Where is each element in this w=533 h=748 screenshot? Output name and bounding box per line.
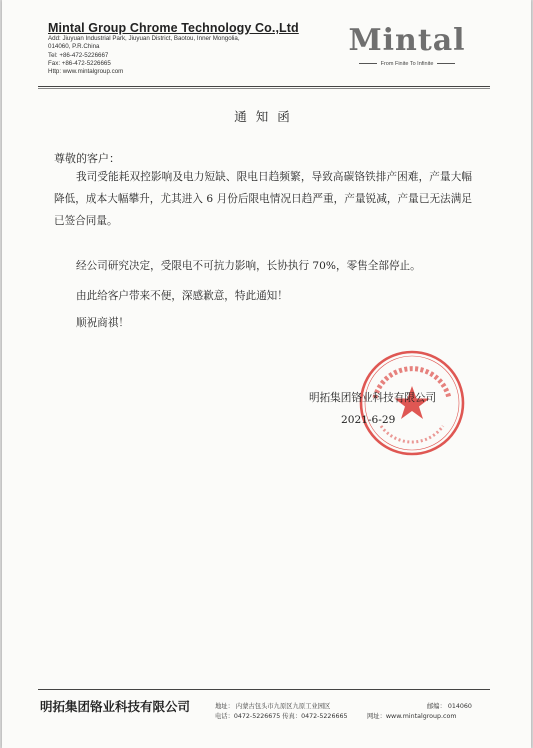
signature-date: 2021-6-29 [341, 414, 396, 426]
footer-company-name: 明拓集团铬业科技有限公司 [40, 699, 191, 714]
company-address-block [48, 35, 338, 76]
header-divider [38, 86, 490, 87]
footer-phone-fax: 电话：0472-5226675 传真：0472-5226665 [215, 713, 348, 720]
company-logo [342, 25, 482, 71]
closing-line: 顺祝商祺！ [76, 317, 129, 329]
letter-title: 通知函 [234, 109, 299, 124]
fax-line: Fax: +86-472-5226665 [48, 59, 111, 67]
footer-divider [38, 689, 490, 690]
logo-wordmark: Mintal [348, 23, 466, 58]
signature-company: 明拓集团铬业科技有限公司 [309, 392, 437, 404]
company-name-en: Mintal Group Chrome Technology Co.,Ltd [48, 21, 299, 35]
paragraph-1: 我司受能耗双控影响及电力短缺、限电日趋频繁，导致高碳铬铁排产困难，产量大幅降低，成本大幅攀升，尤其进入 6 月份后限电情况日趋严重，产量锐减，产量已无法满足已签合同量。 [54, 171, 472, 227]
footer-postcode: 邮编： 014060 [427, 703, 472, 710]
footer-address: 地址： 内蒙古包头市九原区九原工业园区 [215, 703, 331, 710]
paragraph-2: 经公司研究决定，受限电不可抗力影响，长协执行 70%，零售全部停止。 [76, 260, 421, 272]
letter-page [2, 0, 531, 748]
website-line: Http: www.mintalgroup.com [48, 68, 124, 76]
header-divider-thin [38, 88, 490, 89]
logo-tagline: From Finite To Infinite [342, 61, 472, 67]
paragraph-3: 由此给客户带来不便，深感歉意，特此通知！ [76, 290, 288, 302]
address-line: 014060, P.R.China [48, 43, 100, 51]
tel-line: Tel: +86-472-5226667 [48, 51, 109, 59]
footer-website: 网址：www.mintalgroup.com [367, 713, 457, 720]
salutation: 尊敬的客户： [54, 152, 120, 165]
address-line: Add: Jiuyuan Industrial Park, Jiuyuan District, Baotou, Inner Mongolia, [48, 35, 240, 42]
